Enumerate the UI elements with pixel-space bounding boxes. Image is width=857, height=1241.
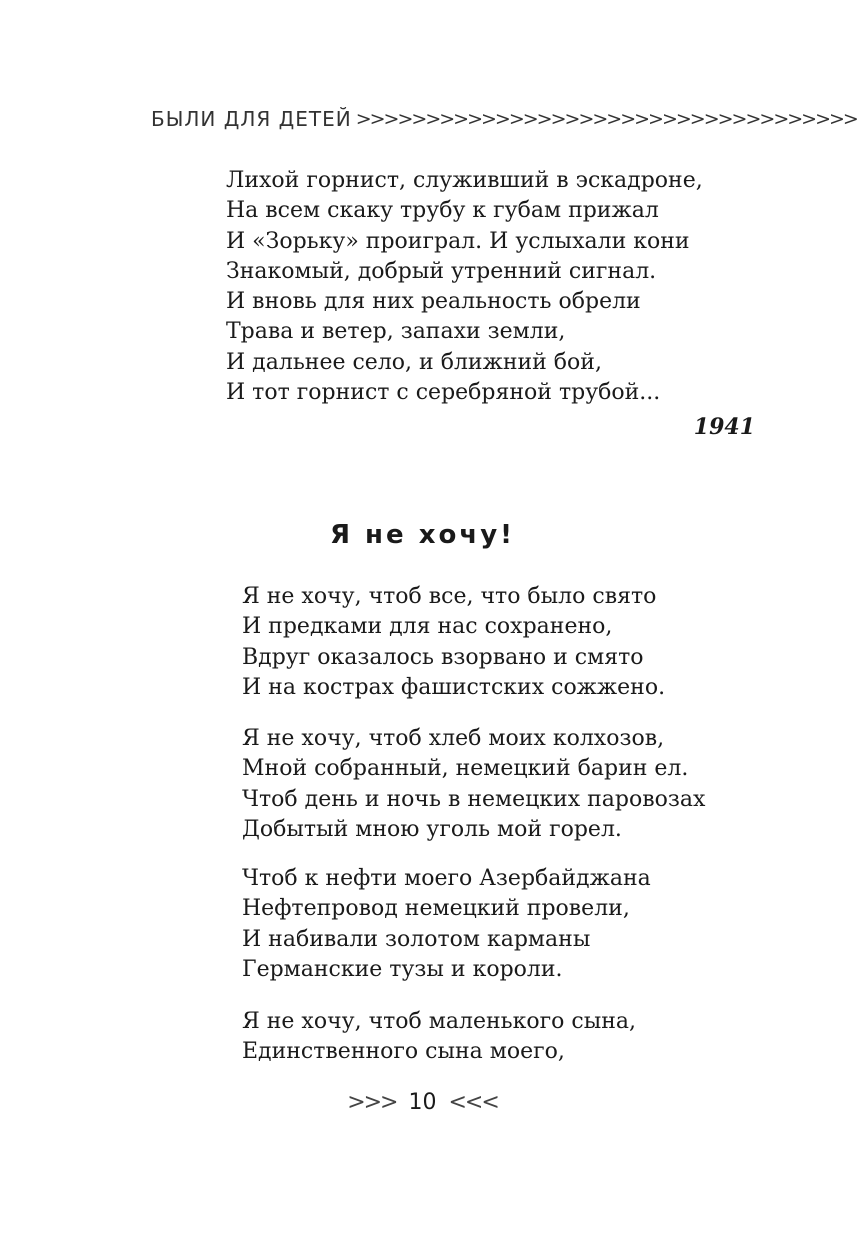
poem-line: Чтоб к нефти моего Азербайджана [242,866,651,891]
poem-line: И на кострах фашистских сожжено. [242,674,666,700]
page-footer [0,1090,845,1115]
poem-line: Я не хочу, чтоб все, что было свято [242,584,657,609]
poem-line: И набивали золотом карманы [242,926,591,952]
poem-line: И предками для нас сохранено, [242,614,613,640]
poem2-stanza-2 [242,724,705,845]
poem-line: И дальнее село, и ближний бой, [226,349,602,375]
poem2-stanza-4 [242,1007,636,1068]
poem-line: Чтоб день и ночь в немецких паровозах [242,786,706,812]
poem1-year: 1941 [693,414,755,440]
poem2-stanza-3 [242,864,651,985]
running-head [151,104,857,134]
poem1-stanza [226,166,703,408]
poem-line: Вдруг оказалось взорвано и смято [242,644,644,670]
poem-line: Мной собранный, немецкий барин ел. [242,756,689,782]
poem-line: Германские тузы и короли. [242,956,563,982]
poem2-stanza-1 [242,582,665,703]
footer-left-chevrons: >>> [347,1090,397,1115]
poem-line: Я не хочу, чтоб маленького сына, [242,1009,636,1034]
poem-line: И «Зорьку» проиграл. И услыхали кони [226,228,690,254]
poem-line: Единственного сына моего, [242,1039,565,1065]
running-head-chevrons: >>>>>>>>>>>>>>>>>>>>>>>>>>>>>>>>>>>> [355,108,857,130]
poem-line: Я не хочу, чтоб хлеб моих колхозов, [242,726,665,751]
poem2-title: Я не хочу! [329,520,515,550]
poem-line: И тот горнист с серебряной трубой... [226,380,661,406]
page-number: 10 [408,1090,437,1115]
poem-line: Знакомый, добрый утренний сигнал. [226,258,657,284]
poem-line: Нефтепровод немецкий провели, [242,896,630,922]
poem-line: Трава и ветер, запахи земли, [226,319,566,345]
poem-line: Лихой горнист, служивший в эскадроне, [226,168,703,193]
poem-line: Добытый мною уголь мой горел. [242,816,622,842]
poem-line: И вновь для них реальность обрели [226,289,641,315]
footer-right-chevrons: <<< [448,1090,498,1115]
running-head-title: БЫЛИ ДЛЯ ДЕТЕЙ [151,107,352,131]
poem-line: На всем скаку трубу к губам прижал [226,198,659,224]
